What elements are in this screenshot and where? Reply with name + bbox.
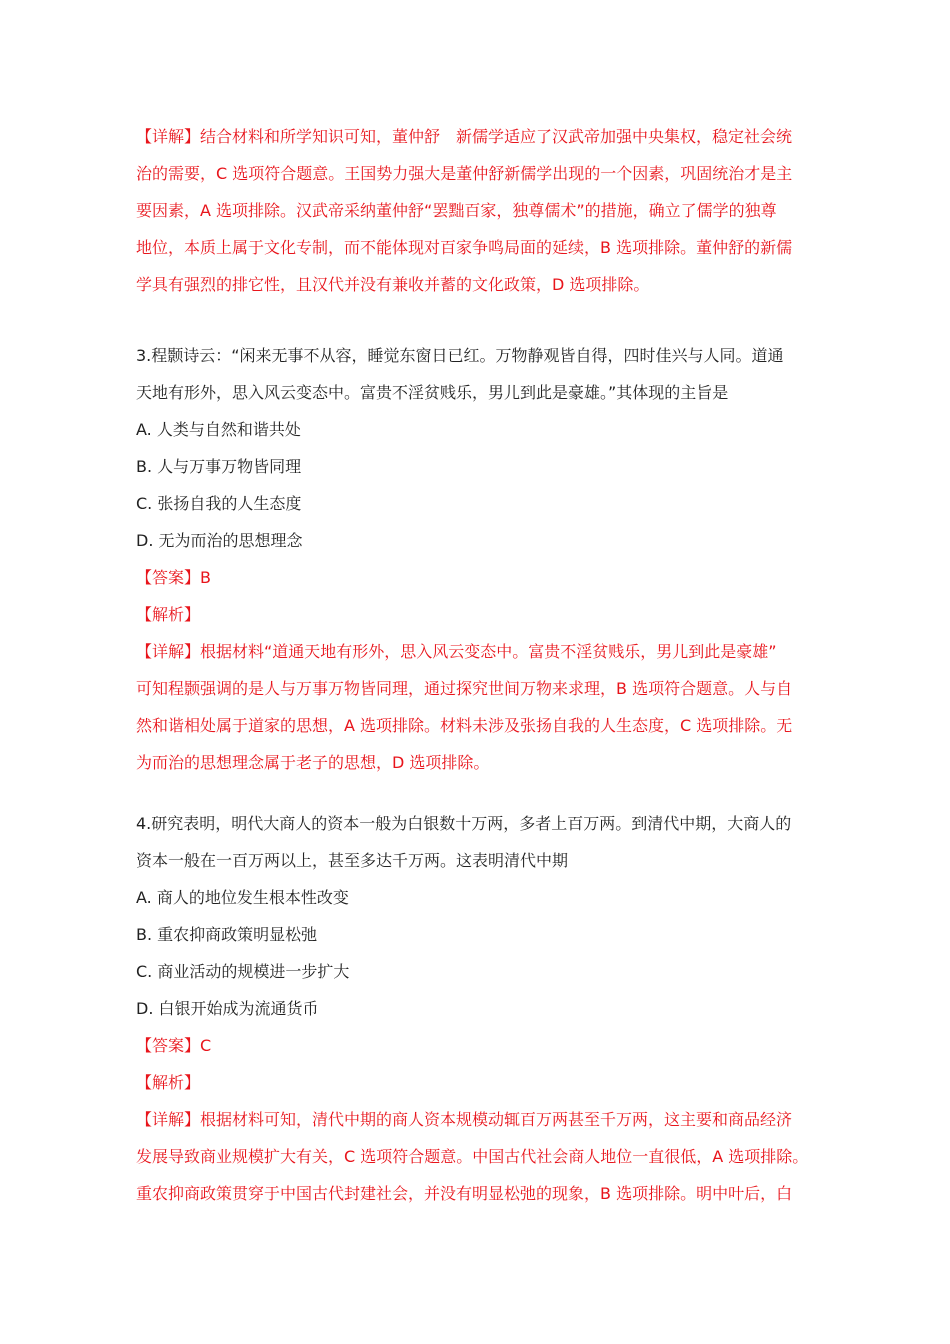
q2-detail-line: 要因素，A 选项排除。汉武帝采纳董仲舒“罢黜百家，独尊儒术”的措施，确立了儒学的独尊 bbox=[136, 201, 777, 220]
question-4 bbox=[136, 805, 826, 1212]
q2-detail-line: 【详解】结合材料和所学知识可知，董仲舒 新儒学适应了汉武帝加强中央集权，稳定社会统 bbox=[136, 127, 793, 146]
q4-option-d: D. 白银开始成为流通货币 bbox=[136, 999, 319, 1018]
q2-detail-line: 治的需要，C 选项符合题意。王国势力强大是董仲舒新儒学出现的一个因素，巩固统治才是主 bbox=[136, 164, 793, 183]
q3-analysis-heading: 【解析】 bbox=[136, 605, 201, 624]
q3-stem-line: 3.程颢诗云：“闲来无事不从容，睡觉东窗日已红。万物静观皆自得，四时佳兴与人同。道通 bbox=[136, 346, 784, 365]
q3-detail-line: 为而治的思想理念属于老子的思想，D 选项排除。 bbox=[136, 753, 490, 772]
q2-detail bbox=[136, 118, 826, 303]
q4-answer: 【答案】C bbox=[136, 1036, 212, 1055]
q4-option-b: B. 重农抑商政策明显松弛 bbox=[136, 925, 318, 944]
q4-option-a: A. 商人的地位发生根本性改变 bbox=[136, 888, 349, 907]
q3-detail-line: 可知程颢强调的是人与万事万物皆同理，通过探究世间万物来求理，B 选项符合题意。人与自 bbox=[136, 679, 793, 698]
q4-detail-line: 【详解】根据材料可知，清代中期的商人资本规模动辄百万两甚至千万两，这主要和商品经济 bbox=[136, 1110, 793, 1129]
q3-detail-line: 【详解】根据材料“道通天地有形外，思入风云变态中。富贵不淫贫贱乐，男儿到此是豪雄” bbox=[136, 642, 777, 661]
q3-option-b: B. 人与万事万物皆同理 bbox=[136, 457, 302, 476]
q2-detail-line: 学具有强烈的排它性，且汉代并没有兼收并蓄的文化政策，D 选项排除。 bbox=[136, 275, 650, 294]
q3-option-d: D. 无为而治的思想理念 bbox=[136, 531, 303, 550]
q3-option-c: C. 张扬自我的人生态度 bbox=[136, 494, 302, 513]
q3-answer: 【答案】B bbox=[136, 568, 211, 587]
q4-detail-line: 发展导致商业规模扩大有关，C 选项符合题意。中国古代社会商人地位一直很低，A 选项排除。 bbox=[136, 1147, 809, 1166]
q3-option-a: A. 人类与自然和谐共处 bbox=[136, 420, 301, 439]
question-3 bbox=[136, 337, 826, 781]
q3-stem-line: 天地有形外，思入风云变态中。富贵不淫贫贱乐，男儿到此是豪雄。”其体现的主旨是 bbox=[136, 383, 729, 402]
q4-stem-line: 4.研究表明，明代大商人的资本一般为白银数十万两，多者上百万两。到清代中期，大商人的 bbox=[136, 814, 792, 833]
q4-analysis-heading: 【解析】 bbox=[136, 1073, 201, 1092]
q4-stem-line: 资本一般在一百万两以上，甚至多达千万两。这表明清代中期 bbox=[136, 851, 569, 870]
q4-detail-line: 重农抑商政策贯穿于中国古代封建社会，并没有明显松弛的现象，B 选项排除。明中叶后，白 bbox=[136, 1184, 793, 1203]
q4-option-c: C. 商业活动的规模进一步扩大 bbox=[136, 962, 350, 981]
q3-detail-line: 然和谐相处属于道家的思想，A 选项排除。材料未涉及张扬自我的人生态度，C 选项排除。无 bbox=[136, 716, 793, 735]
q2-detail-line: 地位，本质上属于文化专制，而不能体现对百家争鸣局面的延续，B 选项排除。董仲舒的新儒 bbox=[136, 238, 793, 257]
